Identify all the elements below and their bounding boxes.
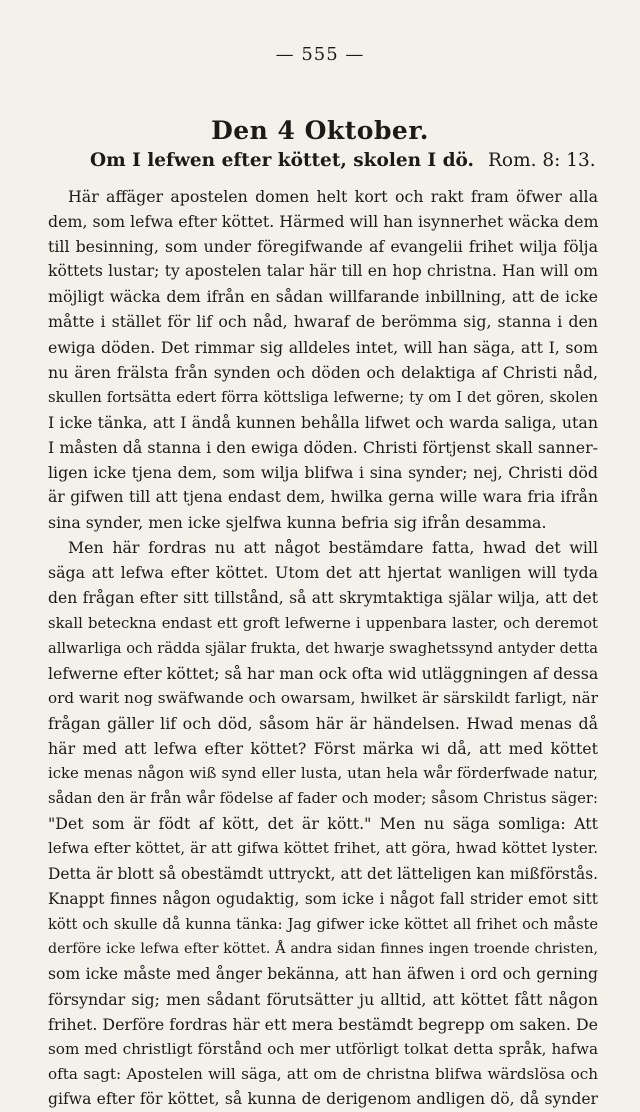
text-line: ord warit nog swäfwande och owarsam, hwilket är särskildt farligt, när: [48, 688, 598, 707]
text-line: skullen fortsätta edert förra köttsliga lefwerne; ty om I det gören, skolen: [48, 388, 598, 406]
text-line: frihet. Derföre fordras här ett mera bestämdt begrepp om saken. De: [48, 1015, 598, 1035]
text-line: ewiga döden. Det rimmar sig alldeles intet, will han säga, att I, som: [48, 337, 598, 357]
text-line: icke menas någon wiß synd eller lusta, utan hela wår förderfwade natur,: [48, 765, 598, 783]
body-text: [48, 184, 598, 1112]
text-line: derföre icke lefwa efter köttet. Å andra sidan finnes ingen troende christen,: [48, 940, 598, 957]
text-line: ligen icke tjena dem, som wilja blifwa i sina synder; nej, Christi död: [48, 463, 598, 483]
text-line: Men här fordras nu att något bestämdare fatta, hwad det will: [68, 538, 598, 558]
text-line: frågan gäller lif och död, såsom här är händelsen. Hwad menas då: [48, 713, 598, 733]
text-line: kött och skulle då kunna tänka: Jag gifwer icke köttet all frihet och måste: [48, 915, 598, 933]
text-line: som med christligt förstånd och mer utförligt tolkat detta språk, hafwa: [48, 1040, 598, 1059]
text-line: lefwerne efter köttet; så har man ock ofta wid utläggningen af dessa: [48, 663, 599, 683]
text-line: dem, som lefwa efter köttet. Härmed will han isynnerhet wäcka dem: [48, 212, 599, 232]
text-line: I måsten då stanna i den ewiga döden. Christi förtjenst skall sanner-: [48, 437, 598, 457]
text-line: till besinning, som under föregifwande af evangelii frihet wilja följa: [48, 237, 598, 257]
text-line: Knappt finnes någon ogudaktig, som icke i något fall strider emot sitt: [48, 889, 598, 908]
text-line: den frågan efter sitt tillstånd, så att skrymtaktiga själar wilja, att det: [48, 588, 598, 607]
date-heading: Den 4 Oktober.: [211, 116, 429, 145]
text-line: sådan den är från wår födelse af fader och moder; såsom Christus säger:: [48, 790, 598, 808]
text-line: som icke måste med ånger bekänna, att han äfwen i ord och gerning: [48, 964, 598, 983]
page-number: — 555 —: [275, 44, 365, 65]
text-line: skall beteckna endast ett groft lefwerne i uppenbara laster, och deremot: [48, 614, 598, 632]
text-line: Detta är blott så obestämdt uttryckt, att det lätteligen kan mißförstås.: [48, 864, 598, 883]
text-line: här med att lefwa efter köttet? Först märka wi då, att med köttet: [48, 739, 598, 759]
text-line: försyndar sig; men sådant förutsätter ju alltid, att köttet fått någon: [48, 990, 598, 1009]
text-line: måtte i stället för lif och nåd, hwaraf de berömma sig, stanna i den: [48, 312, 598, 332]
text-line: gifwa efter för köttet, så kunna de derigenom andligen dö, då synder: [48, 1090, 598, 1109]
text-line: nu ären frälsta från synden och döden och delaktiga af Christi nåd,: [48, 362, 598, 382]
text-line: lefwa efter köttet, är att gifwa köttet frihet, att göra, hwad köttet lyster.: [48, 839, 598, 858]
text-line: sina synder, men icke sjelfwa kunna befria sig ifrån desamma.: [48, 513, 547, 533]
text-line: är gifwen till att tjena endast dem, hwilka gerna wille wara fria ifrån: [48, 488, 598, 507]
text-line: allwarliga och rädda själar frukta, det hwarje swaghetssynd antyder detta: [48, 639, 598, 657]
sermon-topic: Om I lefwen efter köttet, skolen I dö.: [90, 150, 474, 171]
text-line: I icke tänka, att I ändå kunnen behålla lifwet och warda saliga, utan: [48, 412, 598, 432]
text-line: köttets lustar; ty apostelen talar här till en hop christna. Han will om: [48, 262, 598, 281]
sermon-title: [90, 150, 610, 171]
text-line: Här affäger apostelen domen helt kort och rakt fram öfwer alla: [68, 187, 598, 206]
scripture-reference: Rom. 8: 13.: [488, 150, 596, 171]
text-line: säga att lefwa efter köttet. Utom det att hjertat wanligen will tyda: [48, 563, 598, 583]
text-line: möjligt wäcka dem ifrån en sådan willfarande inbillning, att de icke: [48, 287, 598, 307]
text-line: ofta sagt: Apostelen will säga, att om de christna blifwa wärdslösa och: [48, 1065, 598, 1084]
text-line: "Det som är födt af kött, det är kött." Men nu säga somliga: Att: [48, 814, 598, 834]
